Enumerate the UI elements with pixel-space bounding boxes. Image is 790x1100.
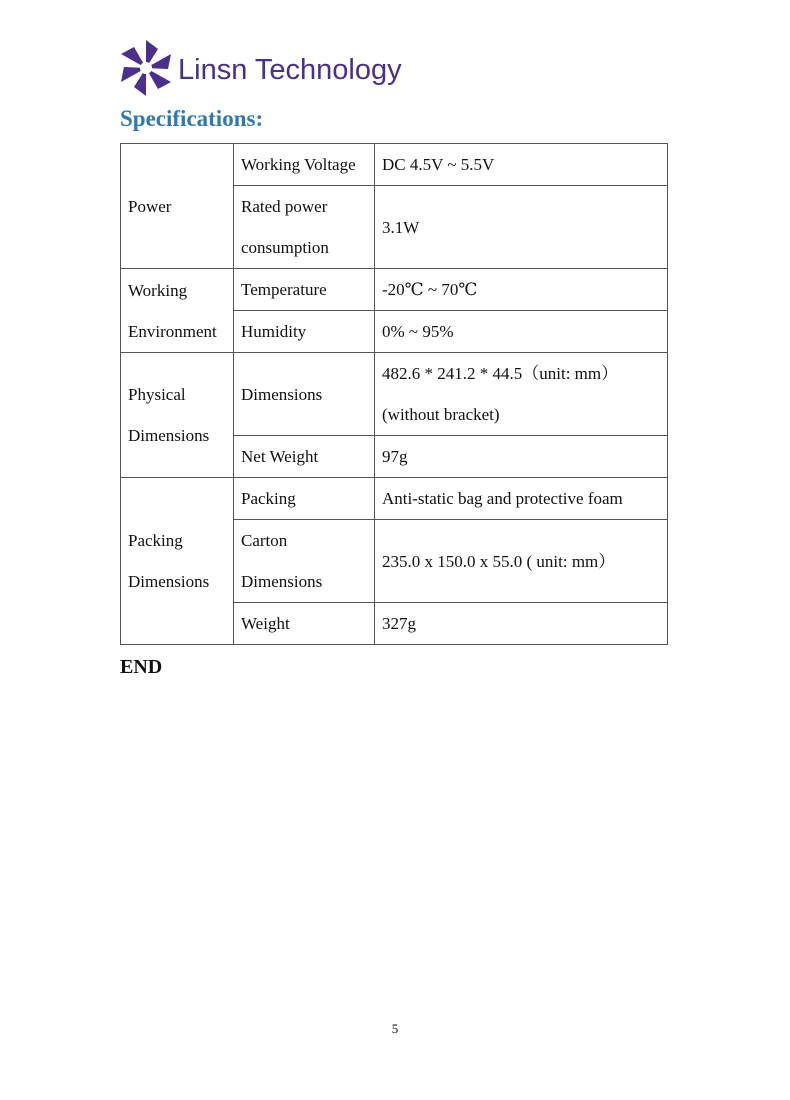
category-physical-dimensions: Physical Dimensions: [121, 353, 234, 478]
company-logo: [120, 38, 402, 98]
param-net-weight: Net Weight: [234, 436, 375, 478]
param-dimensions: Dimensions: [234, 353, 375, 436]
param-humidity: Humidity: [234, 311, 375, 353]
param-carton-dimensions: Carton Dimensions: [234, 520, 375, 603]
specifications-table: [120, 143, 668, 645]
value-rated-power: 3.1W: [375, 186, 668, 269]
value-dimensions: 482.6 * 241.2 * 44.5（unit: mm）(without bracket): [375, 353, 668, 436]
table-row: [121, 478, 668, 520]
value-temperature: -20℃ ~ 70℃: [375, 269, 668, 311]
category-packing-dimensions: Packing Dimensions: [121, 478, 234, 645]
param-weight: Weight: [234, 603, 375, 645]
value-carton-dimensions: 235.0 x 150.0 x 55.0 ( unit: mm）: [375, 520, 668, 603]
value-humidity: 0% ~ 95%: [375, 311, 668, 353]
value-packing: Anti-static bag and protective foam: [375, 478, 668, 520]
table-row: [121, 144, 668, 186]
logo-text: Linsn Technology: [178, 53, 402, 86]
page-number: 5: [391, 1021, 399, 1036]
value-net-weight: 97g: [375, 436, 668, 478]
linsn-logo-icon: [120, 39, 172, 97]
page-title: Specifications:: [120, 106, 264, 131]
value-working-voltage: DC 4.5V ~ 5.5V: [375, 144, 668, 186]
table-row: [121, 269, 668, 311]
table-row: [121, 353, 668, 436]
param-temperature: Temperature: [234, 269, 375, 311]
category-working-environment: Working Environment: [121, 269, 234, 353]
end-label: END: [120, 656, 163, 678]
value-weight: 327g: [375, 603, 668, 645]
param-packing: Packing: [234, 478, 375, 520]
param-working-voltage: Working Voltage: [234, 144, 375, 186]
category-power: Power: [121, 144, 234, 269]
param-rated-power: Rated power consumption: [234, 186, 375, 269]
